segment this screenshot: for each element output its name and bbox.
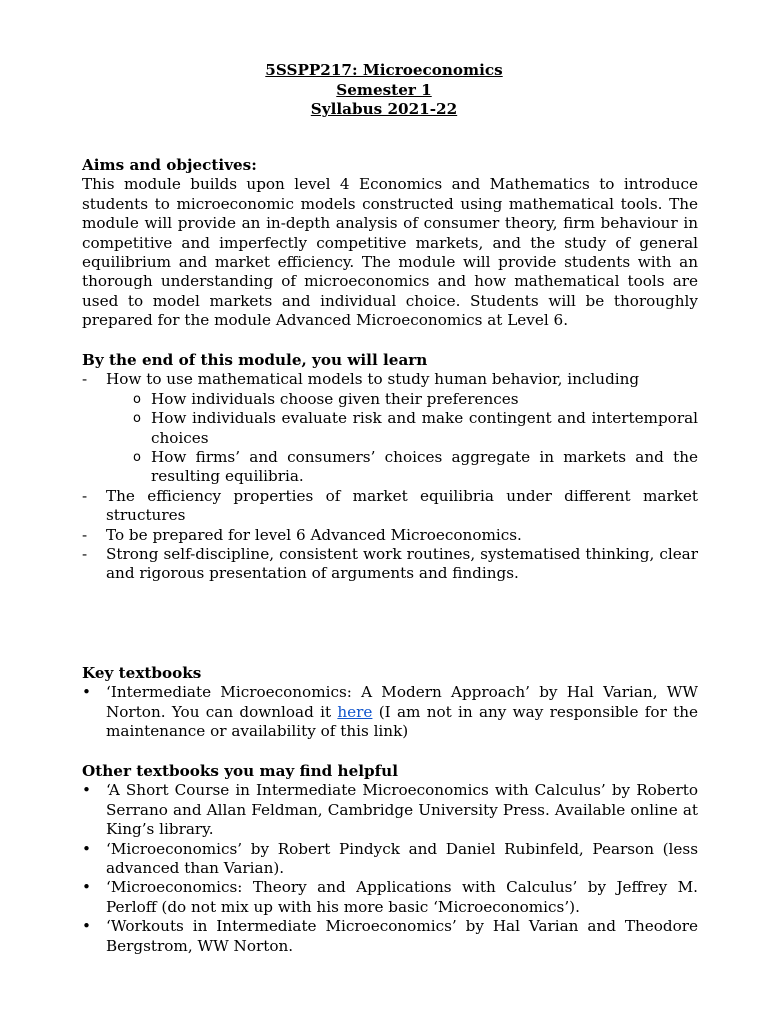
download-link[interactable]: here	[337, 702, 373, 721]
other-textbooks-list	[82, 781, 698, 956]
key-textbooks-heading: Key textbooks	[82, 664, 202, 682]
sub-list-item: o How individuals choose given their preferences	[82, 390, 698, 409]
key-textbooks-section	[82, 664, 698, 742]
other-textbooks-heading: Other textbooks you may find helpful	[82, 762, 398, 780]
textbook-note: (I am not in any way responsible for the maintenance or availability of this link)	[106, 702, 698, 741]
list-item: - Strong self-discipline, consistent work routines, systematised thinking, clear and rigorous presentation of arguments and findings.	[82, 545, 698, 584]
list-item	[82, 370, 698, 486]
list-item: • ‘Microeconomics’ by Robert Pindyck and Daniel Rubinfeld, Pearson (less advanced than Varian).	[82, 840, 698, 879]
course-title: 5SSPP217: Microeconomics	[265, 61, 503, 79]
sub-list-item: o How firms’ and consumers’ choices aggregate in markets and the resulting equilibria.	[82, 448, 698, 487]
aims-heading: Aims and objectives:	[82, 156, 257, 174]
syllabus-label: Syllabus 2021-22	[310, 100, 458, 118]
list-item: • ‘A Short Course in Intermediate Microeconomics with Calculus’ by Roberto Serrano and Allan Feldman, Cambridge University Press. Available online at King’s library.	[82, 781, 698, 839]
semester-label: Semester 1	[336, 80, 432, 99]
document-header	[0, 61, 768, 120]
list-item: - To be prepared for level 6 Advanced Microeconomics.	[82, 526, 698, 545]
sub-list-item: o How individuals evaluate risk and make contingent and intertemporal choices	[82, 409, 698, 448]
textbook-text: ‘Intermediate Microeconomics: A Modern Approach’ by Hal Varian, WW Norton. You can download it	[106, 683, 698, 721]
learning-outcomes-list	[82, 370, 698, 583]
sub-list	[82, 390, 698, 487]
other-textbooks-section	[82, 762, 698, 956]
list-item: - The efficiency properties of market equilibria under different market structures	[82, 487, 698, 526]
list-item-text: How to use mathematical models to study human behavior, including	[106, 370, 640, 389]
list-item	[82, 683, 698, 741]
list-item: • ‘Microeconomics: Theory and Applications with Calculus’ by Jeffrey M. Perloff (do not mix up with his more basic ‘Microeconomics’).	[82, 878, 698, 917]
aims-section	[82, 156, 698, 331]
learning-outcomes-heading: By the end of this module, you will learn	[82, 351, 428, 369]
list-item: • ‘Workouts in Intermediate Microeconomics’ by Hal Varian and Theodore Bergstrom, WW Norton.	[82, 917, 698, 956]
learning-outcomes-section	[82, 351, 698, 584]
key-textbooks-list	[82, 683, 698, 741]
aims-body: This module builds upon level 4 Economics and Mathematics to introduce students to microeconomic models constructed using mathematical tools. The module will provide an in-depth analysis of consumer theory, firm behaviour in competitive and imperfectly competitive markets, and the study of general equilibrium and market efficiency. The module will provide students with an thorough understanding of microeconomics and how mathematical tools are used to model markets and individual choice. Students will be thoroughly prepared for the module Advanced Microeconomics at Level 6.	[82, 175, 698, 330]
